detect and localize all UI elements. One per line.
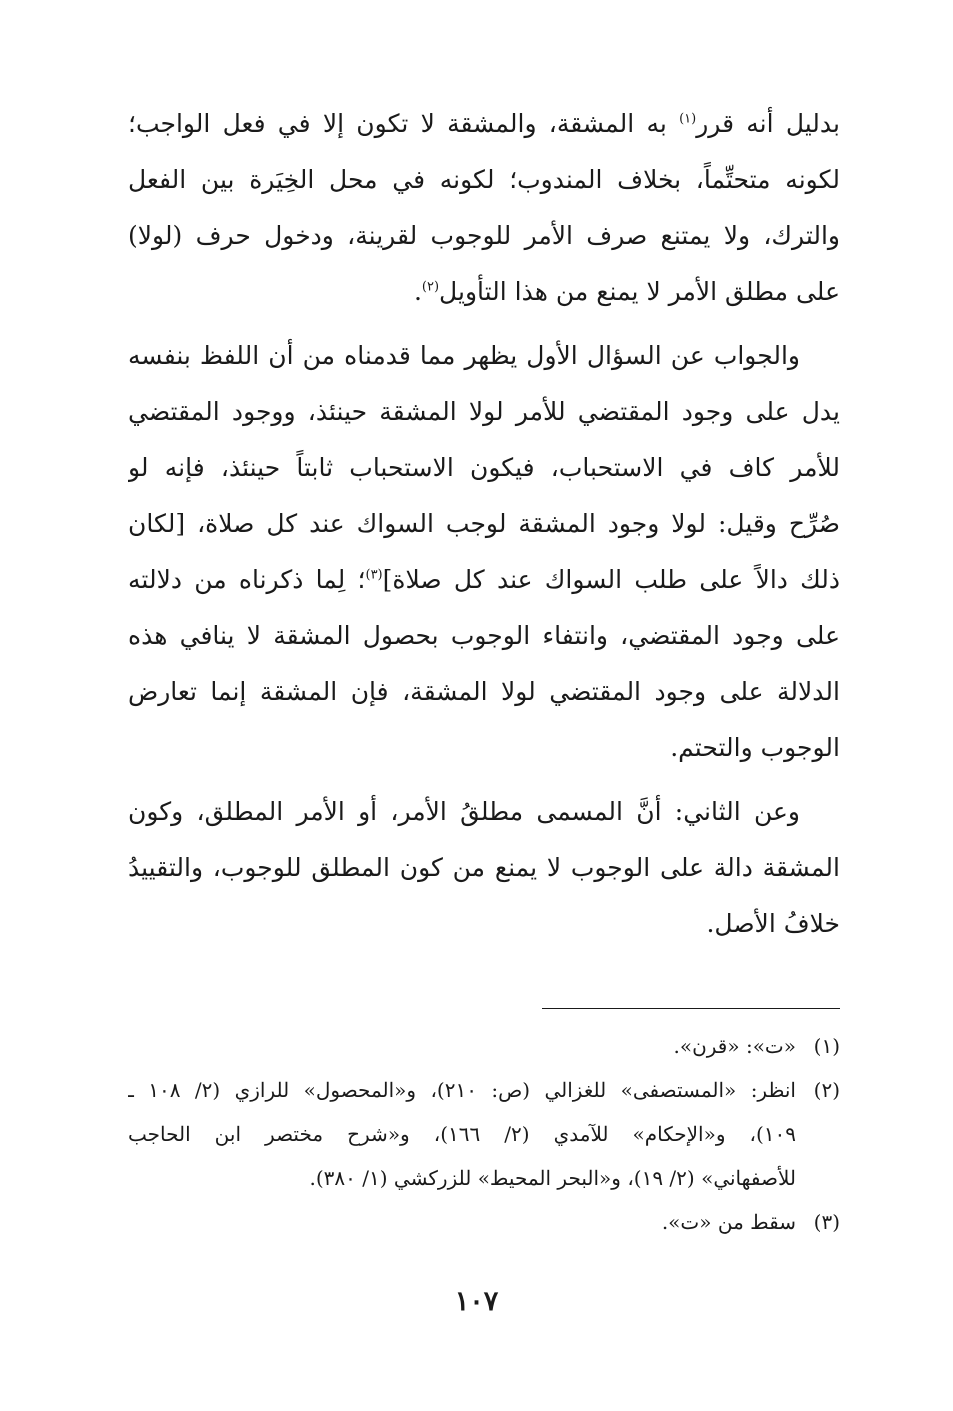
paragraph [128,784,840,952]
footnotes [128,1024,840,1244]
paragraph [128,328,840,776]
footnote-2: (٢)انظر: «المستصفى» للغزالي (ص: ٢١٠)، و«المحصول» للرازي (٢/ ١٠٨ ـ [128,1068,840,1112]
footnote-1: (١)«ت»: «قرن». [128,1024,840,1068]
text-line: والترك، ولا يمتنع صرف الأمر للوجوب لقرينة، ودخول حرف (لولا) [128,221,840,250]
footnote-separator [542,1008,840,1009]
text-line: على مطلق الأمر لا يمنع من هذا التأويل$^{(٢)}$. [413,277,840,306]
text-line: صُرِّح وقيل: لولا وجود المشقة لوجب السواك عند كل صلاة، [لكان [128,509,840,538]
footnote-number: (٣) [813,1210,840,1234]
text-line: على وجود المقتضي، وانتفاء الوجوب بحصول المشقة لا ينافي هذه [128,621,840,650]
text-line: بدليل أنه قرر$^{(١)}$ به المشقة، والمشقة لا تكون إلا في فعل الواجب؛ [128,109,840,138]
text-line: للأمر كاف في الاستحباب، فيكون الاستحباب ثابتاً حينئذ، فإنه لو [128,453,840,482]
footnote-ref[interactable]: (٢) [421,279,440,295]
page-number: ١٠٧ [454,1286,499,1317]
footnote-number: (١) [813,1034,840,1058]
text-line: وعن الثاني: أنَّ المسمى مطلقُ الأمر، أو الأمر المطلق، وكون [128,797,800,826]
text-line: الوجوب والتحتم. [670,733,840,762]
footnote-ref[interactable]: (٣) [365,567,383,583]
paragraph [128,96,840,320]
text-line: ذلك دالاً على طلب السواك عند كل صلاة]$^{(٣)}$؛ لِما ذكرناه من دلالته [128,565,840,594]
footnote-2-continuation: ١٠٩)، و«الإحكام» للآمدي (٢/ ١٦٦)، و«شرح مختصر ابن الحاجب [128,1122,796,1146]
text-line: والجواب عن السؤال الأول يظهر مما قدمناه من أن اللفظ بنفسه [128,341,800,370]
main-text [128,96,840,952]
footnote-2-continuation: للأصفهاني» (٢/ ١٩)، و«البحر المحيط» للزركشي (١/ ٣٨٠). [309,1166,796,1190]
footnote-3: (٣)سقط من «ت». [128,1200,840,1244]
text-line: الدلالة على وجود المقتضي لولا المشقة، فإن المشقة إنما تعارض [128,677,840,706]
text-line: يدل على وجود المقتضي للأمر لولا المشقة حينئذ، ووجود المقتضي [128,397,840,426]
text-line: خلافُ الأصل. [706,909,840,938]
footnote-ref[interactable]: (١) [679,111,697,127]
text-line: المشقة دالة على الوجوب لا يمنع من كون المطلق للوجوب، والتقييدُ [128,853,840,882]
text-line: لكونه متحتِّماً، بخلاف المندوب؛ لكونه في محل الخِيَرة بين الفعل [128,165,840,194]
footnote-number: (٢) [813,1078,840,1102]
